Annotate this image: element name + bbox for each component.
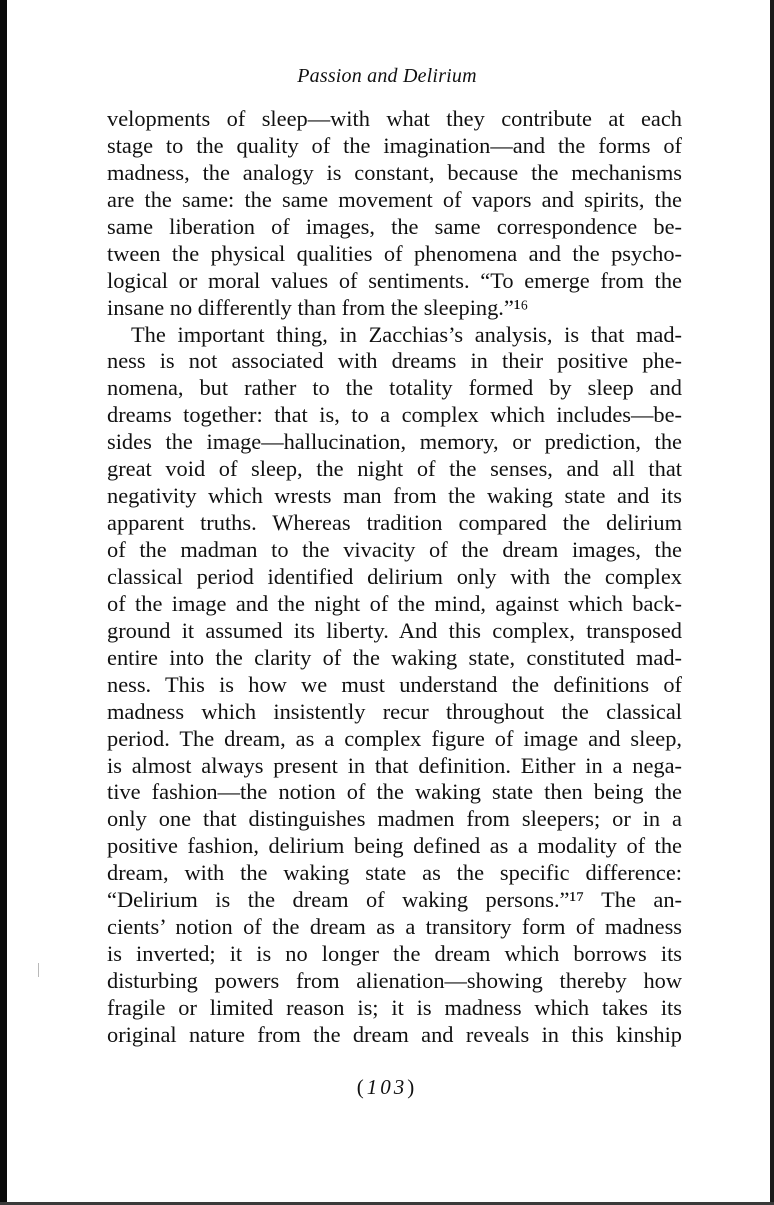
text-line: are the same: the same movement of vapors and spirits, the [107,186,682,212]
text-line: stage to the quality of the imagination—and the forms of [107,132,682,158]
text-line: fragile or limited reason is; it is madness which takes its [107,994,682,1020]
text-line: is almost always present in that definition. Either in a nega- [107,752,682,778]
scan-right-edge [770,0,774,1205]
text-line: cients’ notion of the dream as a transitory form of madness [107,914,682,940]
text-line: of the madman to the vivacity of the dream images, the [107,537,682,562]
margin-speck [38,963,39,977]
paragraph-1 [107,106,682,322]
text-line: ground it assumed its liberty. And this complex, transposed [107,617,682,643]
body-text [107,106,682,1049]
text-line: ness. This is how we must understand the definitions of [107,671,682,697]
text-line: apparent truths. Whereas tradition compared the delirium [107,510,682,536]
text-line: tween the physical qualities of phenomena and the psycho- [107,240,682,266]
text-line: madness, the analogy is constant, because the mechanisms [107,159,682,185]
text-line: entire into the clarity of the waking state, constituted mad- [107,644,682,670]
folio-paren-open: ( [356,1075,367,1099]
text-line: dreams together: that is, to a complex which includes—be- [107,402,682,428]
running-head: Passion and Delirium [297,65,477,87]
text-line: classical period identified delirium only with the complex [107,563,682,589]
page-number [0,1075,774,1099]
text-line: negativity which wrests man from the waking state and its [107,483,682,509]
text-line: insane no differently than from the sleeping.”¹⁶ [107,294,529,320]
text-line: is inverted; it is no longer the dream which borrows its [107,941,682,967]
text-line: logical or moral values of sentiments. “To emerge from the [107,267,682,293]
text-line: “Delirium is the dream of waking persons.”¹⁷ The an- [107,887,682,913]
text-line: The important thing, in Zacchias’s analysis, is that mad- [131,321,682,347]
folio-number: 103 [366,1075,408,1099]
text-line: sides the image—hallucination, memory, or prediction, the [107,429,682,455]
text-line: great void of sleep, the night of the senses, and all that [107,456,682,482]
text-line: madness which insistently recur throughout the classical [107,698,682,724]
text-line: ness is not associated with dreams in their positive phe- [107,348,682,374]
text-line: nomena, but rather to the totality formed by sleep and [107,375,682,401]
text-line: dream, with the waking state as the specific difference: [107,860,682,886]
text-line: tive fashion—the notion of the waking state then being the [107,779,682,805]
text-line: disturbing powers from alienation—showing thereby how [107,968,682,993]
text-line: positive fashion, delirium being defined as a modality of the [107,833,682,859]
paragraph-2 [107,322,682,1049]
text-line: original nature from the dream and reveals in this kinship [107,1021,682,1047]
scan-binding-edge [0,0,7,1205]
text-line: period. The dream, as a complex figure of image and sleep, [107,725,682,751]
text-line: same liberation of images, the same correspondence be- [107,213,682,239]
text-line: only one that distinguishes madmen from sleepers; or in a [107,806,682,832]
text-line: of the image and the night of the mind, against which back- [107,590,682,616]
text-line: velopments of sleep—with what they contribute at each [107,106,682,131]
folio-paren-close: ) [407,1075,418,1099]
